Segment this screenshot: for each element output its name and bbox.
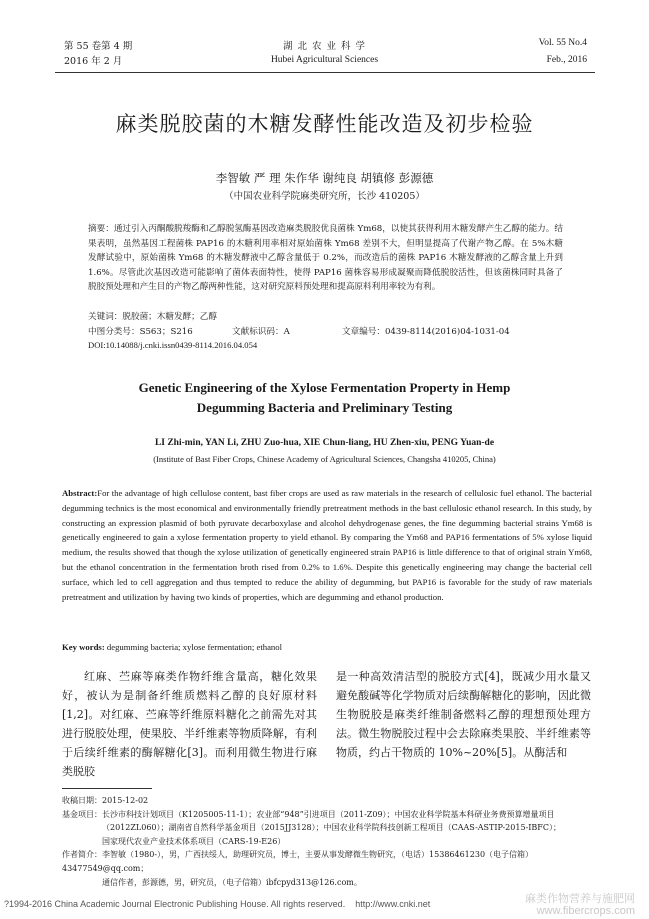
keywords-en-label: Key words: bbox=[62, 642, 105, 652]
journal-title-en: Hubei Agricultural Sciences bbox=[270, 55, 379, 65]
doi: DOI:10.14088/j.cnki.issn0439-8114.2016.04.054 bbox=[88, 340, 258, 350]
affiliation-cn: （中国农业科学院麻类研究所，长沙 410205） bbox=[224, 191, 425, 202]
paper-title-cn: 麻类脱胶菌的木糖发酵性能改造及初步检验 bbox=[115, 112, 534, 136]
abstract-cn: 摘要：通过引入丙酮酸脱羧酶和乙醇脱氢酶基因改造麻类脱胶优良菌株 Ym68，以使其获得利用木糖发酵产生乙醇的能力。结果表明，虽然基因工程菌株 PAP16 的木糖利用率相对原始菌株 Ym68 差别不大，但明显提高了代谢产物乙醇。在 5%木糖发酵试验中，原始菌株 Ym68 的木糖发酵液中乙醇含量低于 0.2%，而改造后的菌株 PAP16 木糖发酵液的乙醇含量上升到 1.6%。尽管此次基因改造可能影响了菌体表面特性，使得 PAP16 菌株容易形成凝聚而降低脱胶活性，但该菌株同时具备了脱胶预处理和产生目的产物乙醇两种性能，这对研究原料预处理和提高原料利用率较为有利。 bbox=[88, 224, 563, 293]
body-column-right: 是一种高效清洁型的脱胶方式[4]，既减少用水量又避免酸碱等化学物质对后续酶解糖化的影响，因此微生物脱胶是麻类纤维制备燃料乙醇的理想预处理方法。微生物脱胶过程中会去除麻类果胶、半纤维素等物质，约占干物质的 10%~20%[5]。从酶活和 bbox=[336, 670, 591, 759]
footnote-funding: 基金项目：长沙市科技计划项目（K1205005-11-1）；农业部“948”引进项目（2011-Z09）；中国农业科学院基本科研业务费预算增量项目 bbox=[62, 809, 555, 819]
keywords-cn: 关键词：脱胶菌；木糖发酵；乙醇 bbox=[88, 312, 217, 322]
abstract-en bbox=[62, 486, 592, 604]
footnote-received: 收稿日期：2015-12-02 bbox=[62, 796, 149, 805]
watermark-url: www.fibercrops.com bbox=[536, 905, 635, 917]
footnotes bbox=[62, 794, 602, 889]
keywords-en bbox=[62, 640, 592, 655]
footnote-corresponding: 通信作者，彭源德，男，研究员，（电子信箱）ibfcpyd313@126.com。 bbox=[102, 877, 362, 887]
issue-cn-line2: 2016 年 2 月 bbox=[64, 56, 123, 67]
copyright-line: ?1994-2016 China Academic Journal Electronic Publishing House. All rights reserved. http://www.cnki.net bbox=[4, 899, 431, 909]
journal-title-cn: 湖 北 农 业 科 学 bbox=[282, 41, 367, 52]
abstract-en-label: Abstract: bbox=[62, 488, 98, 498]
watermark-cn: 麻类作物营养与施肥网 bbox=[525, 893, 635, 905]
footnote-funding-cont2: 国家现代农业产业技术体系项目（CARS-19-E26） bbox=[102, 836, 286, 846]
affiliation-en: (Institute of Bast Fiber Crops, Chinese Academy of Agricultural Sciences, Changsha 410205, China) bbox=[153, 454, 496, 464]
volume-en: Vol. 55 No.4 bbox=[538, 38, 587, 48]
footnote-rule bbox=[62, 788, 152, 789]
date-en: Feb., 2016 bbox=[546, 55, 587, 65]
article-number: 文章编号：0439-8114(2016)04-1031-04 bbox=[342, 327, 510, 337]
document-code: 文献标识码：A bbox=[232, 327, 290, 337]
keywords-en-text: degumming bacteria; xylose fermentation; ethanol bbox=[104, 642, 283, 652]
abstract-en-text: For the advantage of high cellulose content, bast fiber crops are used as raw materials in the research of cellulosic fuel ethanol. The bacterial degumming technics is the most economical and environmentally friendly pretreatment methods in the bast cellulosic ethanol research. In this study, by constructing an expression plasmid of both pyruvate decarboxylase and alcohol dehydrogenase genes, the fine degumming bacterial strains Ym68 is genetically engineered to gain a xylose fermentation property to yield ethanol. By comparing the Ym68 and PAP16 fermentations of 5% xylose liquid medium, the results showed that though the xylose utilization of genetically engineered strain PAP16 is little difference to that of original strain Ym68, but the ethanol concentration in the fermentation broth rised from 0.2% to 1.6%. Despite this genetically engineering may change the bacterial cell surface, which led to cell aggregation and thus tempted to reduce the ability of degumming, but PAP16 is favorable for the study of raw materials pretreatment and utilization by having two kinds of properties, which are degumming and ethanol production. bbox=[62, 488, 592, 602]
body-column-left: 红麻、苎麻等麻类作物纤维含量高，糖化效果好，被认为是制备纤维质燃料乙醇的良好原材料[1,2]。对红麻、苎麻等纤维原料糖化之前需先对其进行脱胶处理，使果胶、半纤维素等物质降解，有利于后续纤维素的酶解糖化[3]。而利用微生物进行麻类脱胶 bbox=[62, 670, 317, 778]
paper-title-en: Genetic Engineering of the Xylose Fermentation Property in Hemp Degumming Bacteria and Preliminary Testing bbox=[138, 380, 511, 415]
watermark bbox=[525, 893, 635, 917]
header-rule bbox=[55, 72, 595, 73]
authors-cn: 李智敏 严 理 朱作华 谢纯良 胡镇修 彭源德 bbox=[215, 171, 434, 185]
clc-number: 中图分类号：S563；S216 bbox=[88, 327, 193, 337]
authors-en: LI Zhi-min, YAN Li, ZHU Zuo-hua, XIE Chun-liang, HU Zhen-xiu, PENG Yuan-de bbox=[154, 438, 495, 448]
footnote-funding-cont: （2012ZL060）；湖南省自然科学基金项目（2015JJ3128）；中国农业科学院科技创新工程项目（CAAS-ASTIP-2015-IBFC）； bbox=[102, 823, 561, 833]
issue-cn-line1: 第 55 卷第 4 期 bbox=[64, 41, 133, 52]
footnote-author: 作者简介：李智敏（1980-），男，广西扶绥人，助理研究员，博士，主要从事发酵微生物研究，（电话）15386461230（电子信箱）43477549@qq.com； bbox=[62, 850, 534, 873]
